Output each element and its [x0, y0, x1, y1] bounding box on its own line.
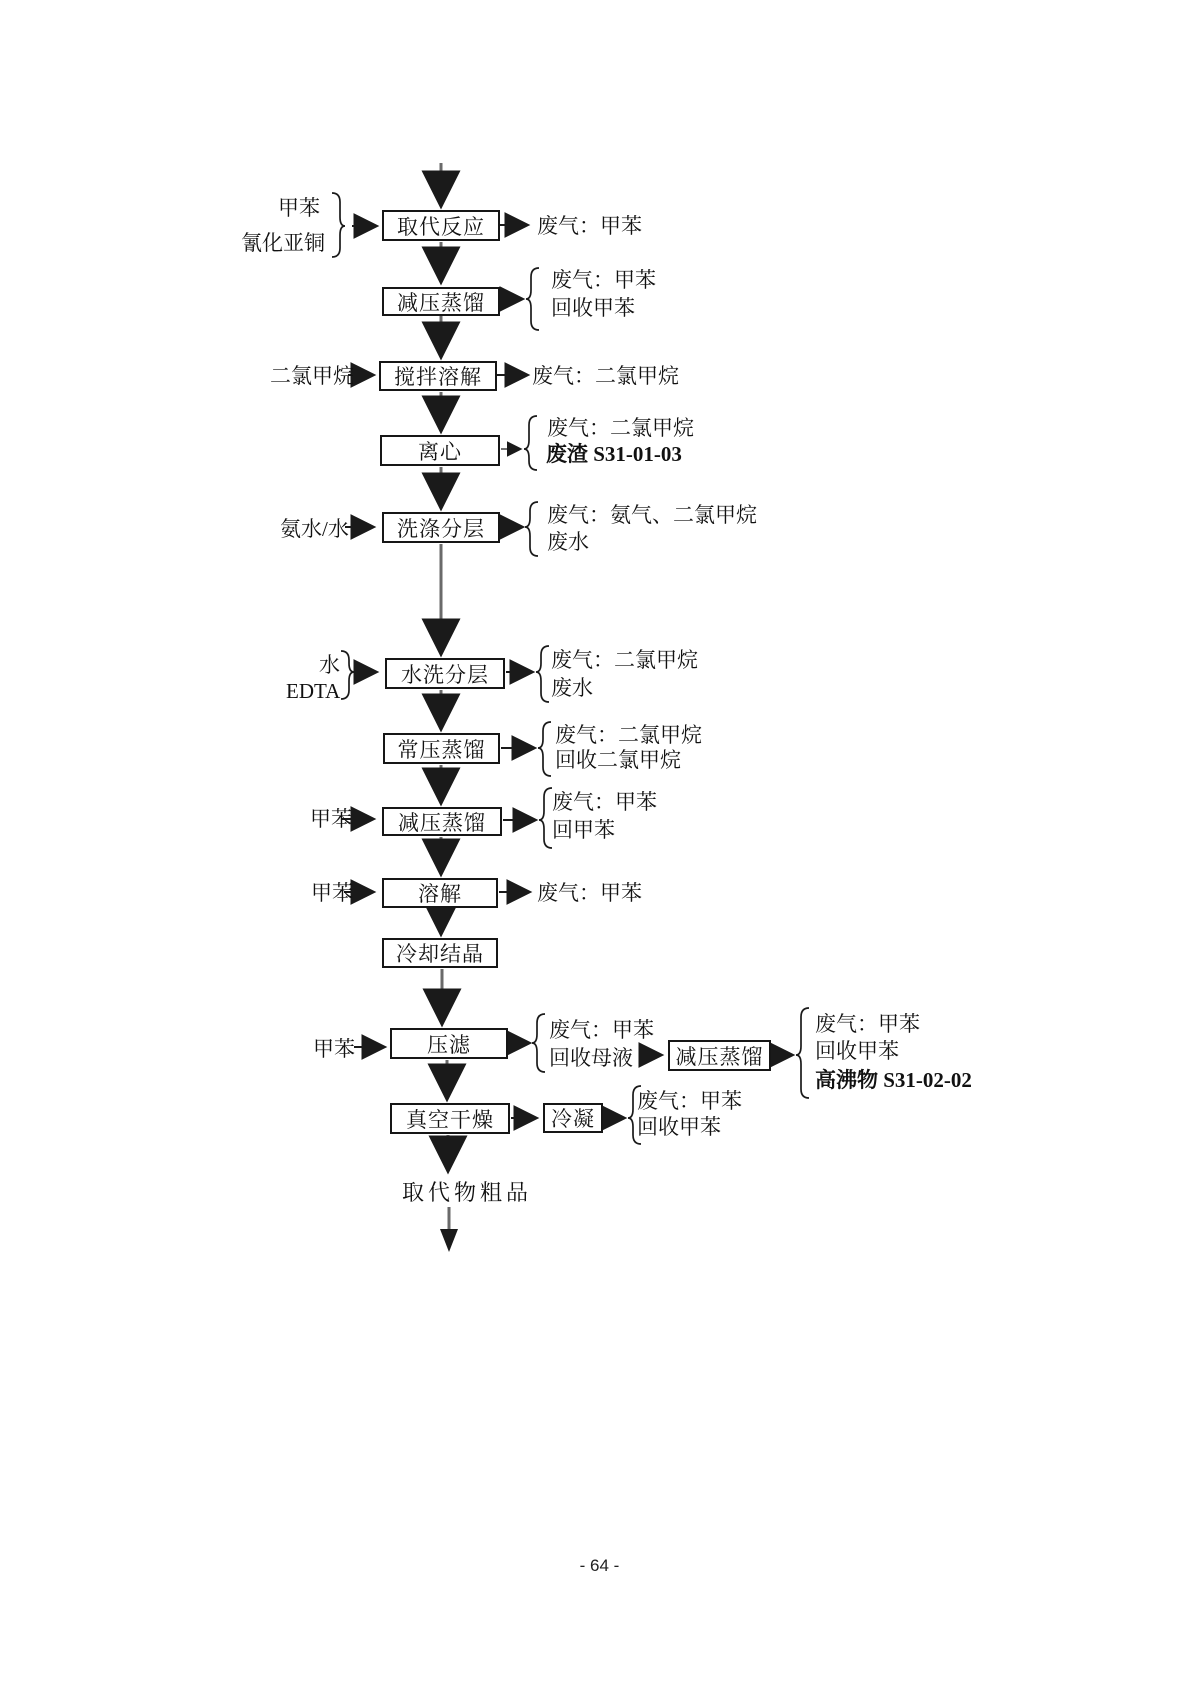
atmospheric-distillation-box [383, 733, 500, 764]
output-distillation1-recovered-toluene: 回收甲苯 [551, 296, 635, 320]
vacuum-distillation-3-label: 减压蒸馏 [675, 1044, 764, 1069]
washing-separation-box [382, 512, 500, 543]
output-pressfilter-waste-gas: 废气：甲苯 [549, 1018, 654, 1042]
input-toluene-2: 甲苯 [310, 807, 352, 831]
input-cuprous-cyanide: 氰化亚铜 [241, 231, 325, 255]
input-toluene-1: 甲苯 [278, 196, 320, 220]
page-number: - 64 - [579, 1556, 620, 1575]
output-centrifuge-waste-gas: 废气：二氯甲烷 [547, 416, 694, 440]
output-dissolution-waste-gas: 废气：甲苯 [537, 881, 642, 905]
output-substitution-waste-gas: 废气：甲苯 [537, 214, 642, 238]
output-centrifuge-waste-residue: 废渣 S31-01-03 [546, 442, 682, 466]
vacuum-drying-box [390, 1103, 510, 1134]
stirring-dissolution-box [379, 361, 497, 391]
dissolution-label: 溶解 [418, 882, 462, 906]
vacuum-distillation-box-3 [668, 1040, 771, 1071]
output-distillation3-high-boilers: 高沸物 S31-02-02 [815, 1068, 972, 1092]
input-ammonia-water: 氨水/水 [280, 517, 349, 541]
vacuum-distillation-box-1 [382, 287, 500, 316]
press-filtration-label: 压滤 [427, 1032, 471, 1057]
input-dichloromethane: 二氯甲烷 [270, 364, 354, 388]
stirring-dissolution-label: 搅拌溶解 [394, 365, 482, 389]
output-atmospheric-recovered-dcm: 回收二氯甲烷 [555, 748, 681, 772]
condensation-box [543, 1103, 603, 1133]
input-water: 水 [319, 653, 340, 677]
input-edta: EDTA [286, 679, 341, 703]
vacuum-distillation-2-label: 减压蒸馏 [398, 810, 486, 835]
output-condensation-waste-gas: 废气：甲苯 [637, 1089, 742, 1113]
output-pressfilter-mother-liquor: 回收母液 [549, 1046, 633, 1070]
terminal-crude-product-label: 取代物粗品 [402, 1180, 533, 1205]
substitution-reaction-label: 取代反应 [397, 214, 485, 239]
centrifuge-label: 离心 [418, 439, 462, 464]
dissolution-box [382, 878, 498, 908]
output-distillation1-waste-gas: 废气：甲苯 [551, 268, 656, 292]
output-washing-waste-water: 废水 [547, 530, 589, 554]
vacuum-distillation-1-label: 减压蒸馏 [397, 290, 485, 315]
output-distillation3-recovered-toluene: 回收甲苯 [815, 1039, 899, 1063]
output-atmospheric-waste-gas: 废气：二氯甲烷 [555, 723, 702, 747]
cooling-crystallization-box [382, 938, 498, 968]
output-distillation2-waste-gas: 废气：甲苯 [552, 790, 657, 814]
output-distillation2-return-toluene: 回甲苯 [552, 818, 615, 842]
output-stirring-waste-gas: 废气：二氯甲烷 [532, 364, 679, 388]
water-wash-separation-box [385, 658, 505, 689]
input-toluene-4: 甲苯 [313, 1037, 355, 1061]
condensation-label: 冷凝 [551, 1107, 595, 1131]
input-toluene-3: 甲苯 [311, 881, 353, 905]
vacuum-distillation-box-2 [382, 807, 502, 836]
output-condensation-recovered-toluene: 回收甲苯 [637, 1115, 721, 1139]
output-waterwash-waste-gas: 废气：二氯甲烷 [551, 648, 698, 672]
output-washing-waste-gas: 废气：氨气、二氯甲烷 [547, 503, 757, 527]
output-distillation3-waste-gas: 废气：甲苯 [815, 1012, 920, 1036]
press-filtration-box [390, 1028, 508, 1059]
vacuum-drying-label: 真空干燥 [406, 1107, 494, 1132]
substitution-reaction-box [382, 210, 500, 241]
water-wash-separation-label: 水洗分层 [401, 662, 489, 687]
output-waterwash-waste-water: 废水 [551, 676, 593, 700]
atmospheric-distillation-label: 常压蒸馏 [397, 737, 486, 762]
cooling-crystallization-label: 冷却结晶 [396, 942, 484, 966]
washing-separation-label: 洗涤分层 [397, 516, 485, 541]
centrifuge-box [380, 435, 500, 466]
